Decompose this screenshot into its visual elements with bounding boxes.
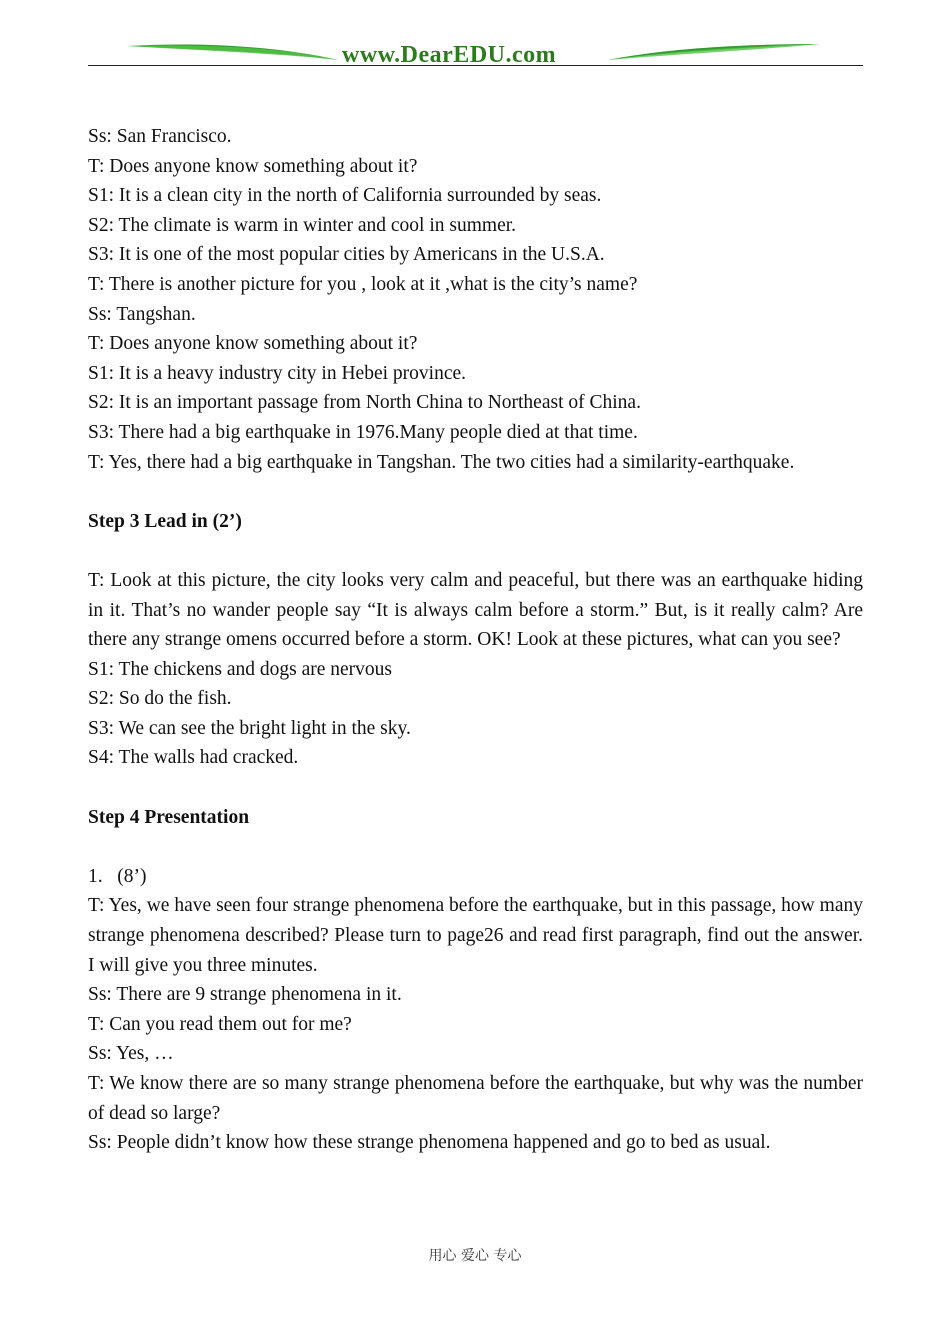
- dialogue-line: S2: So do the fish.: [88, 688, 232, 710]
- dialogue-line: Ss: People didn’t know how these strange phenomena happened and go to bed as usual.: [88, 1132, 771, 1154]
- dialogue-line: S3: We can see the bright light in the sky.: [88, 717, 411, 739]
- page-footer: 用心 爱心 专心: [428, 1248, 522, 1264]
- dialogue-line: S1: It is a clean city in the north of California surrounded by seas.: [88, 185, 602, 207]
- dialogue-line: Ss: Yes, …: [88, 1043, 174, 1065]
- header-divider: [88, 65, 863, 66]
- dialogue-line: S4: The walls had cracked.: [88, 747, 299, 769]
- dialogue-line: S2: The climate is warm in winter and cool in summer.: [88, 214, 517, 236]
- list-item: 1. (8’): [88, 865, 147, 887]
- dialogue-line: Ss: There are 9 strange phenomena in it.: [88, 984, 402, 1006]
- dialogue-line: T: Yes, there had a big earthquake in Tangshan. The two cities had a similarity-earthquake.: [88, 451, 795, 473]
- dialogue-line: S1: It is a heavy industry city in Hebei province.: [88, 362, 467, 384]
- dialogue-line: S3: There had a big earthquake in 1976.Many people died at that time.: [88, 421, 638, 443]
- dialogue-line: S1: The chickens and dogs are nervous: [88, 658, 392, 680]
- dialogue-line: T: Look at this picture, the city looks very calm and peaceful, but there was an earthquake hiding in it. That’s no wander people say “It is always calm before a storm.” But, is it really calm? Are there any strange omens occurred before a storm. OK! Look at these pictures, what can you see?: [88, 569, 863, 651]
- dialogue-line: T: Can you read them out for me?: [88, 1013, 352, 1035]
- dialogue-line: T: We know there are so many strange phenomena before the earthquake, but why was the number of dead so large?: [88, 1073, 863, 1124]
- spacer: [88, 536, 863, 566]
- step-heading: Step 4 Presentation: [88, 806, 250, 828]
- dialogue-line: S2: It is an important passage from North China to Northeast of China.: [88, 392, 641, 414]
- dialogue-line: T: Yes, we have seen four strange phenomena before the earthquake, but in this passage, how many strange phenomena described? Please turn to page26 and read first paragraph, find out the answer. I will give you three minutes.: [88, 895, 863, 976]
- spacer: [88, 773, 863, 803]
- step-heading: Step 3 Lead in (2’): [88, 510, 242, 532]
- dialogue-line: Ss: Tangshan.: [88, 303, 196, 325]
- spacer: [88, 477, 863, 507]
- dialogue-line: S3: It is one of the most popular cities by Americans in the U.S.A.: [88, 244, 605, 266]
- spacer: [88, 832, 863, 862]
- dialogue-line: T: Does anyone know something about it?: [88, 155, 418, 177]
- dialogue-line: T: There is another picture for you , look at it ,what is the city’s name?: [88, 273, 638, 295]
- dialogue-line: Ss: San Francisco.: [88, 126, 232, 147]
- site-logo[interactable]: www.DearEDU.com: [342, 42, 557, 68]
- dialogue-line: T: Does anyone know something about it?: [88, 333, 418, 355]
- document-body: [88, 122, 863, 1158]
